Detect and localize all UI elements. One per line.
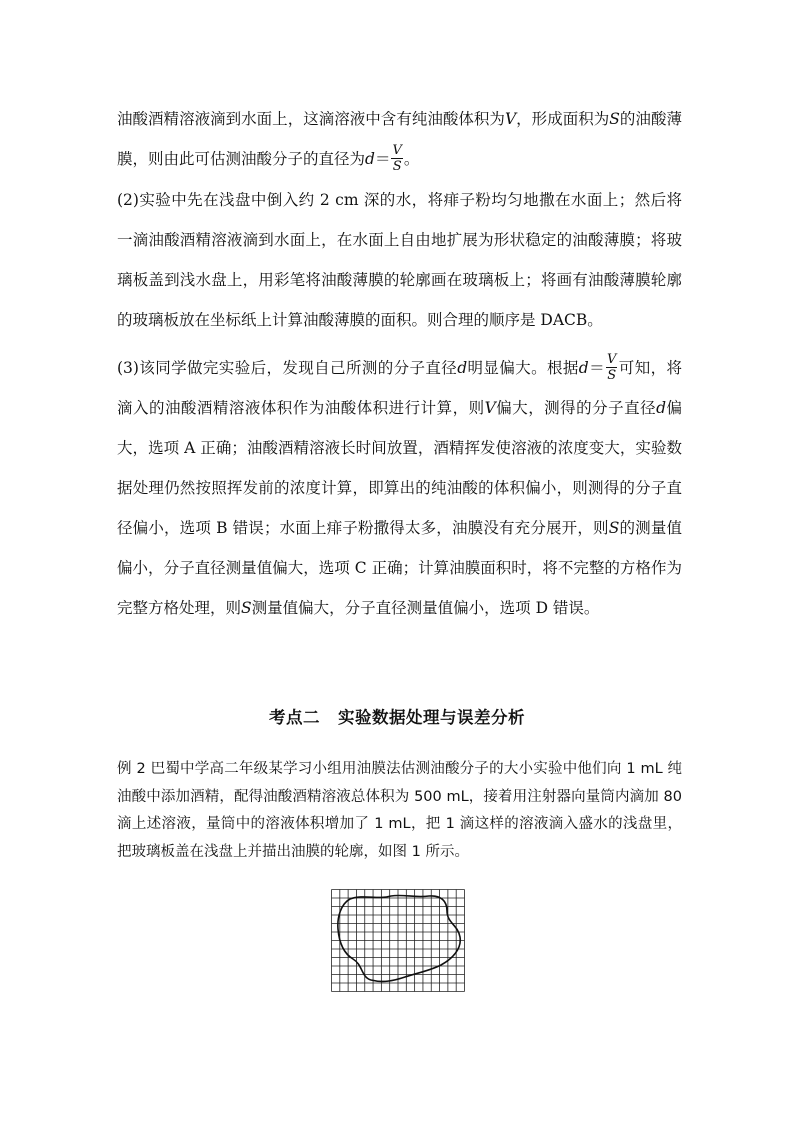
oil-film-grid-figure	[331, 889, 465, 992]
text-run: 的测量值偏小，分子直径测量值偏大，选项 C 正确；计算油膜面积时，将不完整的方格作为完整方格处理，则	[117, 519, 682, 617]
symbol-d: d	[365, 150, 375, 168]
symbol-d: d	[457, 359, 468, 377]
example-2-paragraph: 例 2 巴蜀中学高二年级某学习小组用油膜法估测油酸分子的大小实验中他们向 1 mL 纯油酸中添加酒精，配得油酸酒精溶液总体积为 500 mL，接着用注射器向量筒内滴加 80 滴上述溶液，量筒中的溶液体积增加了 1 mL，把 1 滴这样的溶液滴入盛水的浅盘里，把玻璃板盖在浅盘上并描出油膜的轮廓，如图 1 所示。	[117, 761, 682, 860]
paragraph-1	[117, 99, 682, 179]
section-heading	[0, 704, 794, 728]
symbol-d: d	[578, 359, 589, 377]
symbol-v: V	[504, 110, 517, 128]
symbol-s: S	[608, 519, 620, 537]
symbol-v: V	[484, 399, 496, 417]
paragraph-2: (2)实验中先在浅盘中倒入约 2 cm 深的水，将痱子粉均匀地撒在水面上；然后将一滴油酸酒精溶液滴到水面上，在水面上自由地扩展为形状稳定的油酸薄膜；将玻璃板盖到浅水盘上，用彩笔将油酸薄膜的轮廓画在玻璃板上；将画有油酸薄膜轮廓的玻璃板放在坐标纸上计算油酸薄膜的面积。则合理的顺序是 DACB。	[117, 191, 682, 329]
text-run: 。	[403, 150, 420, 168]
text-run: ，形成面积为	[516, 110, 610, 128]
heading-title: 实验数据处理与误差分析	[338, 708, 525, 727]
fraction-denominator: S	[392, 158, 402, 174]
fraction-v-over-s	[391, 144, 402, 173]
fraction-numerator: V	[607, 351, 617, 367]
heading-label: 考点二	[269, 708, 320, 727]
equals-sign: ＝	[588, 359, 606, 377]
text-run: 油酸酒精溶液滴到水面上，这滴溶液中含有纯油酸体积为	[117, 110, 505, 128]
symbol-s: S	[609, 110, 620, 128]
text-run: 偏大，测得的分子直径	[495, 399, 657, 417]
text-run: 测量值偏大，分子直径测量值偏小，选项 D 错误。	[251, 599, 600, 617]
grid-lines	[332, 890, 465, 992]
paragraph-3	[117, 348, 682, 628]
fraction-numerator: V	[392, 142, 402, 158]
text-run: 偏大，选项 A 正确；油酸酒精溶液长时间放置，酒精挥发使溶液的浓度变大，实验数据处理仍然按照挥发前的浓度计算，即算出的纯油酸的体积偏小，则测得的分子直径偏小，选项 B 错误；水面上痱子粉撒得太多，油膜没有充分展开，则	[117, 399, 682, 537]
text-run: (3)该同学做完实验后，发现自己所测的分子直径	[117, 359, 458, 377]
symbol-d: d	[656, 399, 666, 417]
equals-sign: ＝	[374, 150, 391, 168]
symbol-s: S	[241, 599, 252, 617]
text-run: 明显偏大。根据	[467, 359, 579, 377]
text-run: 可知，将滴入的油酸酒精溶液体积作为油酸体积进行计算，则	[117, 359, 682, 417]
fraction-v-over-s	[606, 353, 617, 382]
fraction-denominator: S	[607, 367, 617, 383]
text-run: 的油酸薄膜，则由此可估测油酸分子的直径为	[117, 110, 682, 168]
